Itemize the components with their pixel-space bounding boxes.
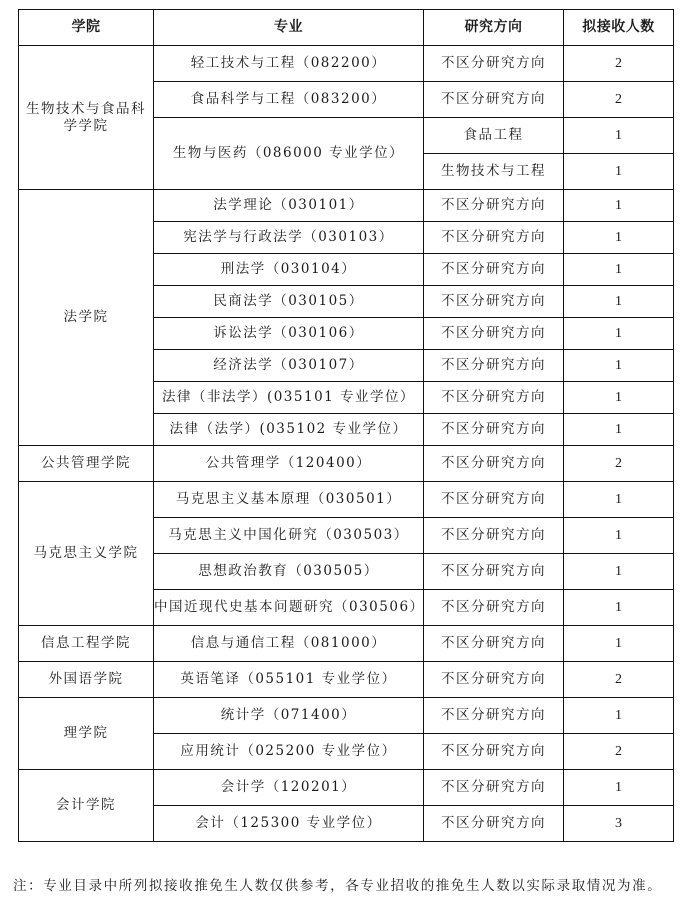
direction-cell: 不区分研究方向	[424, 554, 564, 590]
header-direction: 研究方向	[424, 10, 564, 46]
quota-cell: 1	[564, 626, 674, 662]
direction-cell: 生物技术与工程	[424, 154, 564, 190]
major-cell: 宪法学与行政法学（030103）	[154, 222, 424, 254]
direction-cell: 不区分研究方向	[424, 222, 564, 254]
direction-cell: 不区分研究方向	[424, 518, 564, 554]
direction-cell: 不区分研究方向	[424, 414, 564, 446]
direction-cell: 不区分研究方向	[424, 770, 564, 806]
quota-cell: 1	[564, 382, 674, 414]
table-row	[19, 770, 674, 806]
table-row	[19, 662, 674, 698]
major-cell: 会计（125300 专业学位）	[154, 806, 424, 842]
major-cell: 刑法学（030104）	[154, 254, 424, 286]
direction-cell: 不区分研究方向	[424, 190, 564, 222]
college-cell: 信息工程学院	[19, 626, 154, 662]
quota-cell: 1	[564, 154, 674, 190]
quota-cell: 1	[564, 590, 674, 626]
major-cell: 法律（非法学）(035101 专业学位）	[154, 382, 424, 414]
quota-cell: 1	[564, 770, 674, 806]
quota-cell: 1	[564, 118, 674, 154]
major-cell: 经济法学（030107）	[154, 350, 424, 382]
table-row	[19, 46, 674, 82]
quota-cell: 1	[564, 554, 674, 590]
major-cell: 马克思主义中国化研究（030503）	[154, 518, 424, 554]
direction-cell: 不区分研究方向	[424, 698, 564, 734]
quota-cell: 2	[564, 662, 674, 698]
quota-cell: 2	[564, 82, 674, 118]
quota-cell: 1	[564, 482, 674, 518]
direction-cell: 不区分研究方向	[424, 350, 564, 382]
major-cell: 统计学（071400）	[154, 698, 424, 734]
direction-cell: 食品工程	[424, 118, 564, 154]
college-cell: 法学院	[19, 190, 154, 446]
direction-cell: 不区分研究方向	[424, 590, 564, 626]
quota-cell: 1	[564, 414, 674, 446]
quota-cell: 1	[564, 318, 674, 350]
quota-cell: 2	[564, 734, 674, 770]
table-row	[19, 698, 674, 734]
header-major: 专业	[154, 10, 424, 46]
college-cell: 公共管理学院	[19, 446, 154, 482]
direction-cell: 不区分研究方向	[424, 806, 564, 842]
quota-cell: 1	[564, 518, 674, 554]
direction-cell: 不区分研究方向	[424, 46, 564, 82]
major-cell: 应用统计（025200 专业学位）	[154, 734, 424, 770]
direction-cell: 不区分研究方向	[424, 482, 564, 518]
college-cell: 理学院	[19, 698, 154, 770]
major-cell: 法律（法学）(035102 专业学位）	[154, 414, 424, 446]
major-cell: 思想政治教育（030505）	[154, 554, 424, 590]
header-college: 学院	[19, 10, 154, 46]
direction-cell: 不区分研究方向	[424, 446, 564, 482]
table-row	[19, 190, 674, 222]
college-cell: 马克思主义学院	[19, 482, 154, 626]
major-cell: 民商法学（030105）	[154, 286, 424, 318]
table-header-row	[19, 10, 674, 46]
major-cell: 会计学（120201）	[154, 770, 424, 806]
major-cell: 公共管理学（120400）	[154, 446, 424, 482]
major-cell: 诉讼法学（030106）	[154, 318, 424, 350]
direction-cell: 不区分研究方向	[424, 286, 564, 318]
quota-cell: 1	[564, 190, 674, 222]
quota-cell: 2	[564, 46, 674, 82]
major-cell: 信息与通信工程（081000）	[154, 626, 424, 662]
major-cell: 中国近现代史基本问题研究（030506）	[154, 590, 424, 626]
direction-cell: 不区分研究方向	[424, 382, 564, 414]
major-cell: 轻工技术与工程（082200）	[154, 46, 424, 82]
table-row	[19, 482, 674, 518]
direction-cell: 不区分研究方向	[424, 662, 564, 698]
college-cell: 会计学院	[19, 770, 154, 842]
quota-cell: 1	[564, 698, 674, 734]
direction-cell: 不区分研究方向	[424, 318, 564, 350]
major-cell: 马克思主义基本原理（030501）	[154, 482, 424, 518]
admissions-quota-table	[18, 9, 674, 842]
quota-cell: 1	[564, 286, 674, 318]
quota-cell: 3	[564, 806, 674, 842]
table-row	[19, 446, 674, 482]
direction-cell: 不区分研究方向	[424, 626, 564, 662]
direction-cell: 不区分研究方向	[424, 734, 564, 770]
header-quota: 拟接收人数	[564, 10, 674, 46]
direction-cell: 不区分研究方向	[424, 82, 564, 118]
footnote: 注：专业目录中所列拟接收推免生人数仅供参考，各专业招收的推免生人数以实际录取情况为准。	[13, 878, 663, 894]
major-cell: 生物与医药（086000 专业学位）	[154, 118, 424, 190]
college-cell: 生物技术与食品科学学院	[19, 46, 154, 190]
quota-cell: 1	[564, 350, 674, 382]
college-cell: 外国语学院	[19, 662, 154, 698]
major-cell: 英语笔译（055101 专业学位）	[154, 662, 424, 698]
quota-cell: 2	[564, 446, 674, 482]
quota-cell: 1	[564, 254, 674, 286]
major-cell: 法学理论（030101）	[154, 190, 424, 222]
direction-cell: 不区分研究方向	[424, 254, 564, 286]
major-cell: 食品科学与工程（083200）	[154, 82, 424, 118]
quota-cell: 1	[564, 222, 674, 254]
table-row	[19, 626, 674, 662]
